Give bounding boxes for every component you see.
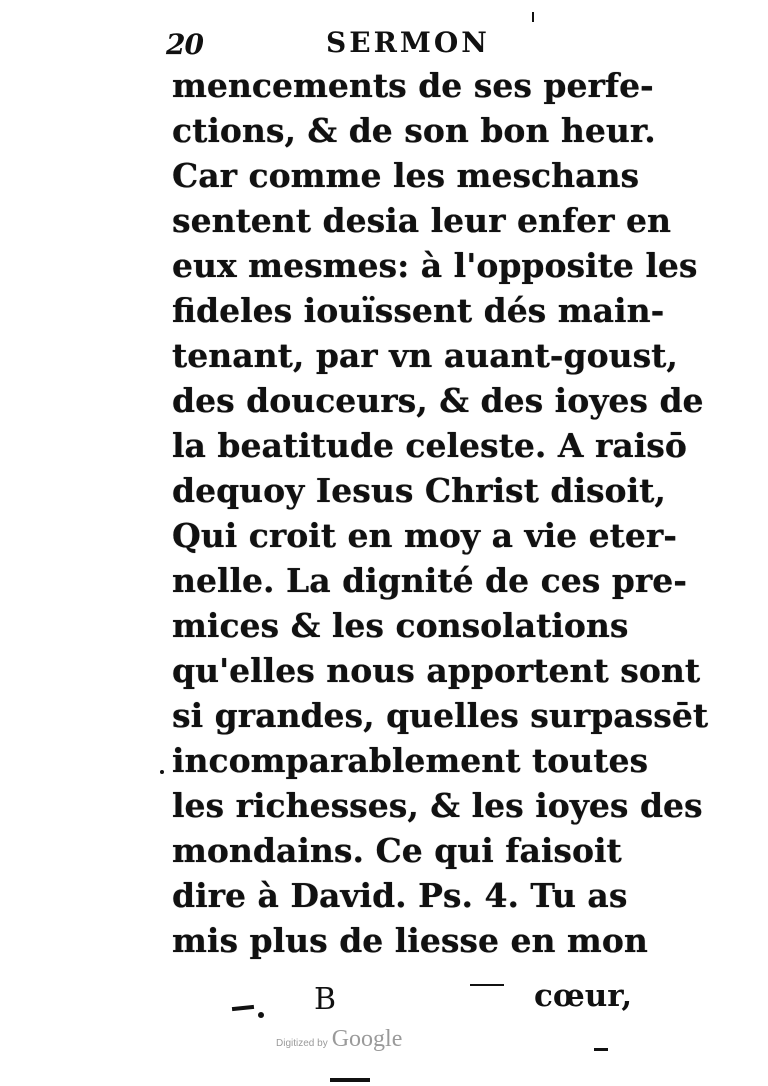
page-number: 20: [166, 28, 203, 61]
ink-speck: [232, 1005, 254, 1011]
text-line: si grandes, quelles surpassēt: [172, 696, 709, 735]
watermark-brand: Google: [331, 1026, 403, 1052]
text-line: la beatitude celeste. A raisō: [172, 426, 687, 465]
ink-speck: [160, 770, 164, 774]
text-line: les richesses, & les ioyes des: [172, 786, 703, 825]
text-line: qu'elles nous apportent sont: [172, 651, 701, 690]
google-watermark: [276, 1026, 402, 1053]
text-line: dequoy Iesus Christ disoit,: [172, 471, 666, 510]
text-line: fideles iouïssent dés main-: [172, 291, 665, 330]
ink-speck: [532, 12, 534, 22]
text-line: des douceurs, & des ioyes de: [172, 381, 704, 420]
text-line: mices & les consolations: [172, 606, 629, 645]
text-line: nelle. La dignité de ces pre-: [172, 561, 687, 600]
text-line: eux mesmes: à l'opposite les: [172, 246, 698, 285]
ink-speck: [330, 1078, 370, 1082]
text-line: mondains. Ce qui faisoit: [172, 831, 622, 870]
signature-mark: B: [314, 982, 337, 1017]
text-line: mis plus de liesse en mon: [172, 921, 648, 960]
watermark-prefix: Digitized by: [276, 1038, 328, 1049]
catchword: cœur,: [534, 978, 633, 1014]
text-line: Qui croit en moy a vie eter-: [172, 516, 677, 555]
text-line: Car comme les meschans: [172, 156, 640, 195]
ink-speck: [594, 1048, 608, 1051]
text-line: incomparablement toutes: [172, 741, 649, 780]
running-title: SERMON: [326, 26, 490, 59]
ink-speck: [258, 1012, 264, 1018]
text-line: dire à David. Ps. 4. Tu as: [172, 876, 628, 915]
text-line: tenant, par vn auant-goust,: [172, 336, 678, 375]
ink-speck: [470, 984, 504, 986]
text-line: sentent desia leur enfer en: [172, 201, 672, 240]
text-line: mencements de ses perfe-: [172, 66, 654, 105]
text-line: ctions, & de son bon heur.: [172, 111, 656, 150]
